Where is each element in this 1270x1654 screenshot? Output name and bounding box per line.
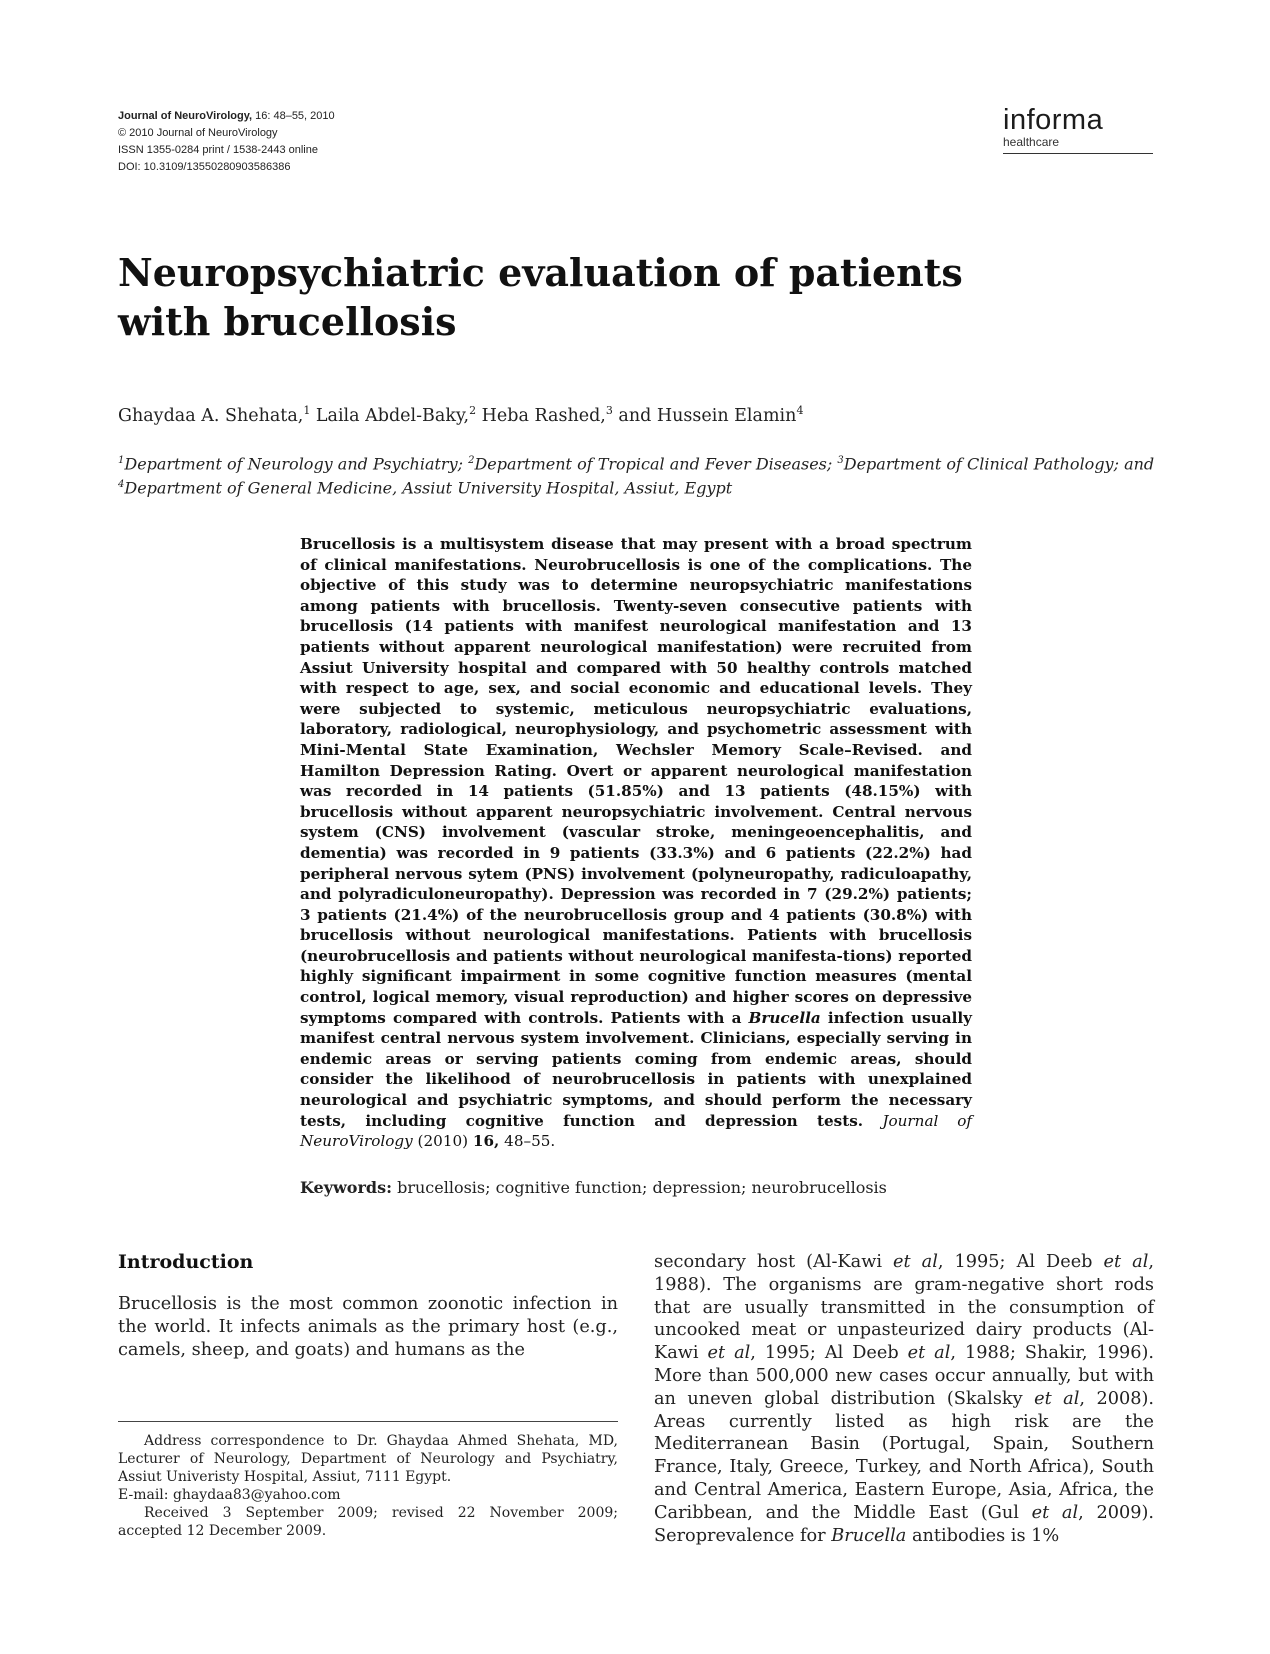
intro-left-column — [118, 1293, 618, 1361]
intro-italic: et al — [1034, 1388, 1080, 1409]
footnote-received: Received 3 September 2009; revised 22 November 2009; accepted 12 December 2009. — [118, 1505, 618, 1539]
affiliation-text: Department of Tropical and Fever Diseases; — [474, 454, 838, 474]
journal-info — [118, 108, 335, 176]
affiliation-sup: 3 — [837, 455, 844, 466]
intro-text: , 2009). Seroprevalence for — [654, 1502, 1155, 1546]
publisher-sub: healthcare — [1003, 135, 1060, 149]
intro-paragraph: Brucellosis is the most common zoonotic infection in the world. It infects animals as the primary host (e.g., camels, sheep, and goats) and humans as the — [118, 1294, 618, 1360]
affiliation-text: Department of Clinical Pathology; and — [843, 454, 1155, 474]
journal-issn: ISSN 1355-0284 print / 1538-2443 online — [118, 144, 318, 156]
journal-citation — [118, 108, 335, 125]
author-list — [118, 404, 803, 426]
keywords-label: Keywords: — [300, 1178, 393, 1197]
intro-italic: et al — [1103, 1252, 1149, 1272]
author-name: and Hussein Elamin — [612, 405, 797, 426]
footnote-rule — [118, 1421, 618, 1422]
intro-text: , 1988; Shakir, 1996). More than 500,000 new cases occur annually, but with an uneven global distribution (Skalsky — [654, 1343, 1154, 1409]
affiliation-text: Department of Neurology and Psychiatry; — [124, 454, 469, 474]
keywords-text: brucellosis; cognitive function; depression; neurobrucellosis — [392, 1178, 887, 1197]
journal-copyright: © 2010 Journal of NeuroVirology — [118, 127, 278, 139]
publisher-name: informa — [1003, 104, 1104, 136]
publisher-logo — [1003, 104, 1153, 154]
intro-italic: et al — [707, 1343, 751, 1364]
author-name: Heba Rashed, — [476, 405, 606, 426]
publisher-rule — [1003, 153, 1153, 154]
intro-right-column — [654, 1251, 1154, 1547]
affiliation-sup: 4 — [118, 479, 125, 491]
author-sup: 2 — [469, 404, 477, 417]
intro-italic: et al — [1031, 1502, 1079, 1523]
intro-text: , 1995; Al Deeb — [750, 1343, 908, 1364]
intro-text: , 1988). The organisms are gram-negative short rods that are usually transmitted in the consumption of uncooked meat or unpasteurized dairy products (Al-Kawi — [654, 1252, 1154, 1364]
author-name: Laila Abdel-Baky, — [310, 405, 470, 426]
intro-text: antibodies is 1% — [906, 1525, 1060, 1546]
article-title: Neuropsychiatric evaluation of patients with brucellosis — [118, 250, 963, 344]
citation-journal: Journal of NeuroVirology — [300, 1111, 972, 1151]
abstract — [300, 534, 972, 1152]
affiliation-sup: 2 — [468, 455, 475, 466]
intro-text: , 1995; Al Deeb — [937, 1252, 1104, 1272]
footnote — [118, 1432, 618, 1540]
affiliation-text: Department of General Medicine, Assiut University Hospital, Assiut, Egypt — [124, 478, 733, 498]
intro-text: secondary host (Al-Kawi — [654, 1252, 894, 1272]
author-name: Ghaydaa A. Shehata, — [118, 405, 304, 426]
affiliation-sup: 1 — [118, 455, 125, 466]
affiliations — [118, 450, 1158, 499]
author-sup: 1 — [303, 404, 311, 417]
author-sup: 3 — [605, 404, 613, 417]
intro-italic: et al — [893, 1252, 938, 1272]
keywords — [300, 1178, 887, 1197]
abstract-italic-term: Brucella — [748, 1008, 821, 1027]
citation-volume: 16, — [472, 1132, 500, 1151]
journal-doi: DOI: 10.3109/13550280903586386 — [118, 161, 291, 173]
citation-pages: 48–55. — [499, 1132, 556, 1151]
intro-italic: Brucella — [831, 1525, 907, 1546]
footnote-correspondence: Address correspondence to Dr. Ghaydaa Ahmed Shehata, MD, Lecturer of Neurology, Department of Neurology and Psychiatry, Assiut Univeristy Hospital, Assiut, 7111 Egypt. — [118, 1433, 618, 1485]
journal-name: Journal of NeuroVirology, — [118, 110, 253, 122]
intro-text: , 2008). Areas currently listed as high risk are the Mediterranean Basin (Portugal, Spain, Southern France, Italy, Greece, Turkey, and North Africa), South and Central America, Eastern Europe, Asia, Africa, the Caribbean, and the Middle East (Gul — [654, 1388, 1155, 1523]
author-sup: 4 — [796, 404, 804, 417]
intro-italic: et al — [907, 1343, 951, 1364]
journal-issue: 16: 48–55, 2010 — [252, 110, 335, 122]
abstract-text: infection usually manifest central nervous system involvement. Clinicians, especially serving in endemic areas or serving patients coming from endemic areas, should consider the likelihood of neurobrucellosis in patients with unexplained neurological and psychiatric symptoms, and should perform the necessary tests, including cognitive function and depression tests. — [300, 1008, 972, 1130]
introduction-heading: Introduction — [118, 1251, 254, 1273]
abstract-text: Brucellosis is a multisystem disease that may present with a broad spectrum of clinical manifestations. Neurobrucellosis is one of the complications. The objective of this study was to determine neuropsychiatric manifestations among patients with brucellosis. Twenty-seven consecutive patients with brucellosis (14 patients with manifest neurological manifestation and 13 patients without apparent neurological manifestation) were recruited from Assiut University hospital and compared with 50 healthy controls matched with respect to age, sex, and social economic and educational levels. They were subjected to systemic, meticulous neuropsychiatric evaluations, laboratory, radiological, neurophysiology, and psychometric assessment with Mini-Mental State Examination, Wechsler Memory Scale–Revised. and Hamilton Depression Rating. Overt or apparent neurological manifestation was recorded in 14 patients (51.85%) and 13 patients (48.15%) with brucellosis without apparent neuropsychiatric involvement. Central nervous system (CNS) involvement (vascular stroke, meningeoencephalitis, and dementia) was recorded in 9 patients (33.3%) and 6 patients (22.2%) had peripheral nervous sytem (PNS) involvement (polyneuropathy, radiculoapathy, and polyradiculoneuropathy). Depression was recorded in 7 (29.2%) patients; 3 patients (21.4%) of the neurobrucellosis group and 4 patients (30.8%) with brucellosis without neurological manifestations. Patients with brucellosis (neurobrucellosis and patients without neurological manifesta-tions) reported highly significant impairment in some cognitive function measures (mental control, logical memory, visual reproduction) and higher scores on depressive symptoms compared with controls. Patients with a — [300, 535, 972, 1027]
citation-year: (2010) — [412, 1132, 473, 1151]
footnote-email: E-mail: ghaydaa83@yahoo.com — [118, 1487, 341, 1503]
